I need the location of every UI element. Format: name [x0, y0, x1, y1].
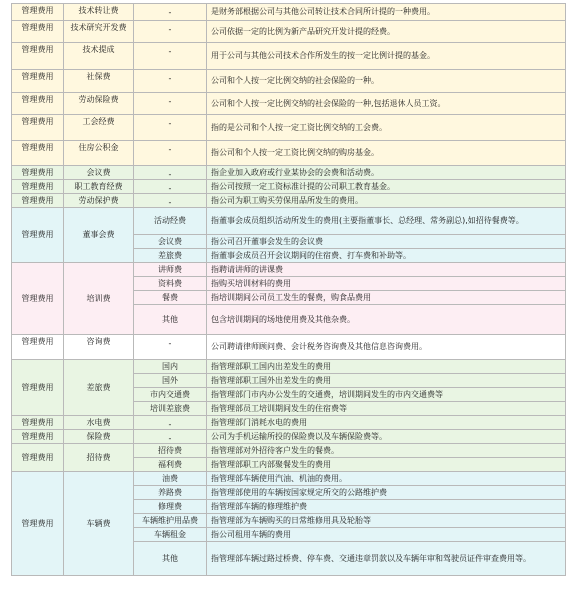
- description-cell: 指管理部车辆过路过桥费、停车费、交通违章罚款以及车辆年审和驾驶员证件审查费用等。: [206, 541, 566, 576]
- description-cell: 指的是公司和个人按一定工资比例交纳的工会费。: [206, 114, 566, 141]
- subitem-cell: 车辆维护用品费: [133, 513, 207, 528]
- item-cell: 水电费: [63, 415, 134, 430]
- subitem-cell: -: [133, 69, 207, 93]
- item-cell: 咨询费: [63, 334, 134, 360]
- item-cell: 会议费: [63, 165, 134, 180]
- item-cell: 社保费: [63, 69, 134, 93]
- subitem-cell: -: [133, 429, 207, 444]
- description-cell: 指公司按照一定工资标准计提的公司职工教育基金。: [206, 179, 566, 194]
- subitem-cell: -: [133, 179, 207, 194]
- category-cell: 管理费用: [11, 69, 64, 93]
- expense-table: [11, 3, 565, 597]
- description-cell: 指管理部门消耗水电的费用: [206, 415, 566, 430]
- description-cell: 指公司为职工购买劳保用品所发生的费用。: [206, 193, 566, 208]
- subitem-cell: 招待费: [133, 443, 207, 458]
- subitem-cell: 讲师费: [133, 262, 207, 277]
- description-cell: 指管理部职工国外出差发生的费用: [206, 373, 566, 388]
- category-cell: 管理费用: [11, 359, 64, 416]
- description-cell: 公司和个人按一定比例交纳的社会保险的一种。: [206, 69, 566, 93]
- subitem-cell: 养路费: [133, 485, 207, 500]
- subitem-cell: 餐费: [133, 290, 207, 305]
- item-cell: 技术提成: [63, 42, 134, 70]
- item-cell: 董事会费: [63, 207, 134, 263]
- subitem-cell: 其他: [133, 541, 207, 576]
- description-cell: 指管理部车辆使用汽油、机油的费用。: [206, 471, 566, 486]
- category-cell: 管理费用: [11, 92, 64, 115]
- description-cell: 指培训期间公司员工发生的餐费，购食品费用: [206, 290, 566, 305]
- subitem-cell: -: [133, 193, 207, 208]
- description-cell: 指企业加入政府或行业某协会的会费和活动费。: [206, 165, 566, 180]
- description-cell: 指管理部车辆的修理维护费: [206, 499, 566, 514]
- subitem-cell: -: [133, 415, 207, 430]
- subitem-cell: 培训差旅费: [133, 401, 207, 416]
- subitem-cell: 国外: [133, 373, 207, 388]
- item-cell: 培训费: [63, 262, 134, 335]
- description-cell: 用于公司与其他公司技术合作所发生的按一定比例计提的基金。: [206, 42, 566, 70]
- item-cell: 职工教育经费: [63, 179, 134, 194]
- subitem-cell: 会议费: [133, 234, 207, 249]
- category-cell: 管理费用: [11, 114, 64, 141]
- description-cell: 指管理部职工内部聚餐发生的费用: [206, 457, 566, 472]
- item-cell: 招待费: [63, 443, 134, 472]
- description-cell: 指管理部员工培训期间发生的住宿费等: [206, 401, 566, 416]
- description-cell: 指公司租用车辆的费用: [206, 527, 566, 542]
- description-cell: 指董事会成员召开会议期间的住宿费、打车费和补助等。: [206, 248, 566, 263]
- subitem-cell: 活动经费: [133, 207, 207, 235]
- subitem-cell: 差旅费: [133, 248, 207, 263]
- category-cell: 管理费用: [11, 42, 64, 70]
- item-cell: 工会经费: [63, 114, 134, 141]
- description-cell: 指管理部对外招待客户发生的餐费。: [206, 443, 566, 458]
- category-cell: 管理费用: [11, 179, 64, 194]
- subitem-cell: 市内交通费: [133, 387, 207, 402]
- description-cell: 包含培训期间的场地使用费及其他杂费。: [206, 304, 566, 335]
- subitem-cell: 油费: [133, 471, 207, 486]
- subitem-cell: 国内: [133, 359, 207, 374]
- subitem-cell: -: [133, 114, 207, 141]
- description-cell: 指管理部门市内办公发生的交通费，培训期间发生的市内交通费等: [206, 387, 566, 402]
- description-cell: 指管理部为车辆购买的日常维修用具及轮胎等: [206, 513, 566, 528]
- category-cell: 管理费用: [11, 415, 64, 430]
- subitem-cell: -: [133, 92, 207, 115]
- item-cell: 技术研究开发费: [63, 20, 134, 43]
- subitem-cell: -: [133, 334, 207, 360]
- category-cell: 管理费用: [11, 429, 64, 444]
- subitem-cell: 车辆租金: [133, 527, 207, 542]
- category-cell: 管理费用: [11, 262, 64, 335]
- item-cell: 差旅费: [63, 359, 134, 416]
- description-cell: 指购买培训材料的费用: [206, 276, 566, 291]
- category-cell: 管理费用: [11, 443, 64, 472]
- category-cell: 管理费用: [11, 20, 64, 43]
- subitem-cell: 资料费: [133, 276, 207, 291]
- item-cell: 住房公积金: [63, 140, 134, 166]
- category-cell: 管理费用: [11, 471, 64, 576]
- category-cell: 管理费用: [11, 193, 64, 208]
- subitem-cell: 福利费: [133, 457, 207, 472]
- subitem-cell: -: [133, 20, 207, 43]
- description-cell: 指董事会成员组织活动所发生的费用(主要指董事长、总经理、常务副总),如招待餐费等。: [206, 207, 566, 235]
- description-cell: 指管理部职工国内出差发生的费用: [206, 359, 566, 374]
- item-cell: 技术转让费: [63, 3, 134, 21]
- item-cell: 劳动保护费: [63, 193, 134, 208]
- category-cell: 管理费用: [11, 207, 64, 263]
- item-cell: 车辆费: [63, 471, 134, 576]
- category-cell: 管理费用: [11, 140, 64, 166]
- subitem-cell: -: [133, 42, 207, 70]
- description-cell: 公司聘请律师顾问费、会计税务咨询费及其他信息咨询费用。: [206, 334, 566, 360]
- item-cell: 保险费: [63, 429, 134, 444]
- description-cell: 指管理部使用的车辆按国家规定所交的公路维护费: [206, 485, 566, 500]
- description-cell: 公司和个人按一定比例交纳的社会保险的一种,包括退休人员工资。: [206, 92, 566, 115]
- description-cell: 指公司和个人按一定工资比例交纳的购房基金。: [206, 140, 566, 166]
- subitem-cell: 其他: [133, 304, 207, 335]
- subitem-cell: -: [133, 165, 207, 180]
- category-cell: 管理费用: [11, 334, 64, 360]
- category-cell: 管理费用: [11, 3, 64, 21]
- description-cell: 是财务部根据公司与其他公司转让技术合同所计提的一种费用。: [206, 3, 566, 21]
- description-cell: 公司为手机运输所投的保险费以及车辆保险费等。: [206, 429, 566, 444]
- category-cell: 管理费用: [11, 165, 64, 180]
- subitem-cell: -: [133, 140, 207, 166]
- description-cell: 公司依据一定的比例为新产品研究开发计提的经费。: [206, 20, 566, 43]
- subitem-cell: -: [133, 3, 207, 21]
- description-cell: 指聘请讲师的讲课费: [206, 262, 566, 277]
- item-cell: 劳动保险费: [63, 92, 134, 115]
- subitem-cell: 修理费: [133, 499, 207, 514]
- description-cell: 指公司召开董事会发生的会议费: [206, 234, 566, 249]
